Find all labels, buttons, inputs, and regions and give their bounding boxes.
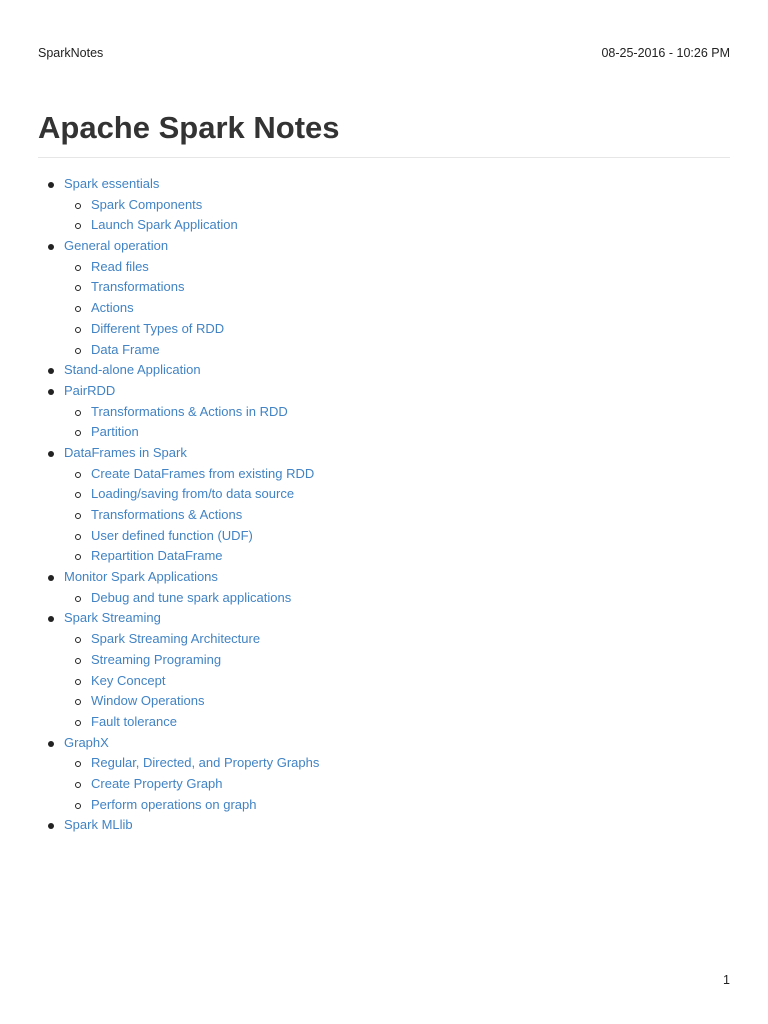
toc-link[interactable]: General operation	[64, 238, 169, 254]
toc-subsection-item	[38, 691, 730, 712]
toc-link[interactable]: Fault tolerance	[91, 713, 177, 729]
toc-subsection-item	[38, 753, 730, 774]
bullet-circle-icon	[75, 679, 81, 685]
toc-subsection-item	[38, 774, 730, 795]
bullet-disc-icon	[48, 741, 54, 747]
toc-section-item	[38, 443, 730, 464]
page-number: 1	[723, 973, 730, 987]
toc-link[interactable]: Streaming Programing	[91, 651, 222, 667]
toc-subsection-item	[38, 340, 730, 361]
bullet-circle-icon	[75, 285, 81, 291]
bullet-disc-icon	[48, 616, 54, 622]
toc-section-item	[38, 174, 730, 195]
toc-link[interactable]: Data Frame	[91, 341, 160, 357]
bullet-circle-icon	[75, 596, 81, 602]
toc-section-item	[38, 608, 730, 629]
toc-subsection-item	[38, 277, 730, 298]
toc-subsection-item	[38, 546, 730, 567]
bullet-circle-icon	[75, 410, 81, 416]
toc-link[interactable]: Spark MLlib	[64, 817, 133, 833]
toc-subsection-item	[38, 298, 730, 319]
toc-link[interactable]: Launch Spark Application	[91, 217, 238, 233]
toc-subsection-item	[38, 526, 730, 547]
bullet-circle-icon	[75, 761, 81, 767]
title-divider	[38, 157, 730, 158]
bullet-circle-icon	[75, 430, 81, 436]
toc-link[interactable]: PairRDD	[64, 382, 116, 398]
toc-subsection-item	[38, 195, 730, 216]
bullet-circle-icon	[75, 658, 81, 664]
bullet-circle-icon	[75, 782, 81, 788]
bullet-circle-icon	[75, 327, 81, 333]
toc-link[interactable]: Transformations	[91, 279, 185, 295]
toc-link[interactable]: GraphX	[64, 734, 109, 750]
toc-link[interactable]: Stand-alone Application	[64, 362, 201, 378]
toc-link[interactable]: Spark essentials	[64, 176, 160, 191]
bullet-disc-icon	[48, 451, 54, 457]
toc-link[interactable]: Perform operations on graph	[91, 796, 257, 812]
toc-subsection-item	[38, 505, 730, 526]
bullet-circle-icon	[75, 720, 81, 726]
toc-link[interactable]: Read files	[91, 258, 149, 274]
bullet-circle-icon	[75, 223, 81, 229]
toc-link[interactable]: Actions	[91, 300, 134, 316]
toc-subsection-item	[38, 484, 730, 505]
bullet-circle-icon	[75, 492, 81, 498]
bullet-circle-icon	[75, 265, 81, 271]
bullet-disc-icon	[48, 575, 54, 581]
toc-subsection-item	[38, 629, 730, 650]
toc-section-item	[38, 815, 730, 836]
toc-subsection-item	[38, 464, 730, 485]
bullet-circle-icon	[75, 203, 81, 209]
page-title: Apache Spark Notes	[38, 110, 340, 145]
toc-subsection-item	[38, 422, 730, 443]
toc-link[interactable]: Spark Streaming	[64, 610, 161, 626]
app-name: SparkNotes	[38, 46, 104, 60]
toc-link[interactable]: Different Types of RDD	[91, 320, 225, 336]
toc-subsection-item	[38, 402, 730, 423]
toc-link[interactable]: Partition	[91, 424, 139, 440]
toc-subsection-item	[38, 712, 730, 733]
toc-link[interactable]: Key Concept	[91, 672, 166, 688]
toc-section-item	[38, 236, 730, 257]
toc-subsection-item	[38, 671, 730, 692]
bullet-circle-icon	[75, 637, 81, 643]
bullet-circle-icon	[75, 348, 81, 354]
bullet-disc-icon	[48, 368, 54, 374]
toc-link[interactable]: Regular, Directed, and Property Graphs	[91, 755, 320, 771]
toc-link[interactable]: Monitor Spark Applications	[64, 569, 218, 585]
toc-link[interactable]: Loading/saving from/to data source	[91, 486, 295, 502]
bullet-disc-icon	[48, 823, 54, 829]
toc-link[interactable]: Transformations & Actions in RDD	[91, 403, 288, 419]
timestamp: 08-25-2016 - 10:26 PM	[601, 46, 730, 60]
toc-link[interactable]: Debug and tune spark applications	[91, 589, 292, 605]
table-of-contents	[38, 174, 730, 836]
bullet-disc-icon	[48, 244, 54, 250]
toc-section-item	[38, 360, 730, 381]
bullet-disc-icon	[48, 182, 54, 188]
bullet-circle-icon	[75, 699, 81, 705]
toc-link[interactable]: DataFrames in Spark	[64, 444, 187, 460]
bullet-circle-icon	[75, 472, 81, 478]
bullet-circle-icon	[75, 554, 81, 560]
bullet-circle-icon	[75, 513, 81, 519]
toc-section-item	[38, 567, 730, 588]
bullet-circle-icon	[75, 534, 81, 540]
toc-link[interactable]: Spark Streaming Architecture	[91, 631, 261, 647]
toc-link[interactable]: Create DataFrames from existing RDD	[91, 465, 315, 481]
page-header	[38, 46, 730, 62]
toc-link[interactable]: Window Operations	[91, 693, 205, 709]
toc-link[interactable]: Repartition DataFrame	[91, 548, 223, 564]
bullet-circle-icon	[75, 306, 81, 312]
toc-subsection-item	[38, 588, 730, 609]
toc-subsection-item	[38, 215, 730, 236]
toc-link[interactable]: Spark Components	[91, 196, 203, 212]
toc-subsection-item	[38, 650, 730, 671]
toc-section-item	[38, 733, 730, 754]
toc-link[interactable]: Transformations & Actions	[91, 507, 243, 522]
toc-link[interactable]: Create Property Graph	[91, 775, 223, 791]
toc-link[interactable]: User defined function (UDF)	[91, 527, 253, 543]
toc-subsection-item	[38, 795, 730, 816]
bullet-circle-icon	[75, 803, 81, 809]
bullet-disc-icon	[48, 389, 54, 395]
toc-section-item	[38, 381, 730, 402]
toc-subsection-item	[38, 319, 730, 340]
toc-subsection-item	[38, 257, 730, 278]
